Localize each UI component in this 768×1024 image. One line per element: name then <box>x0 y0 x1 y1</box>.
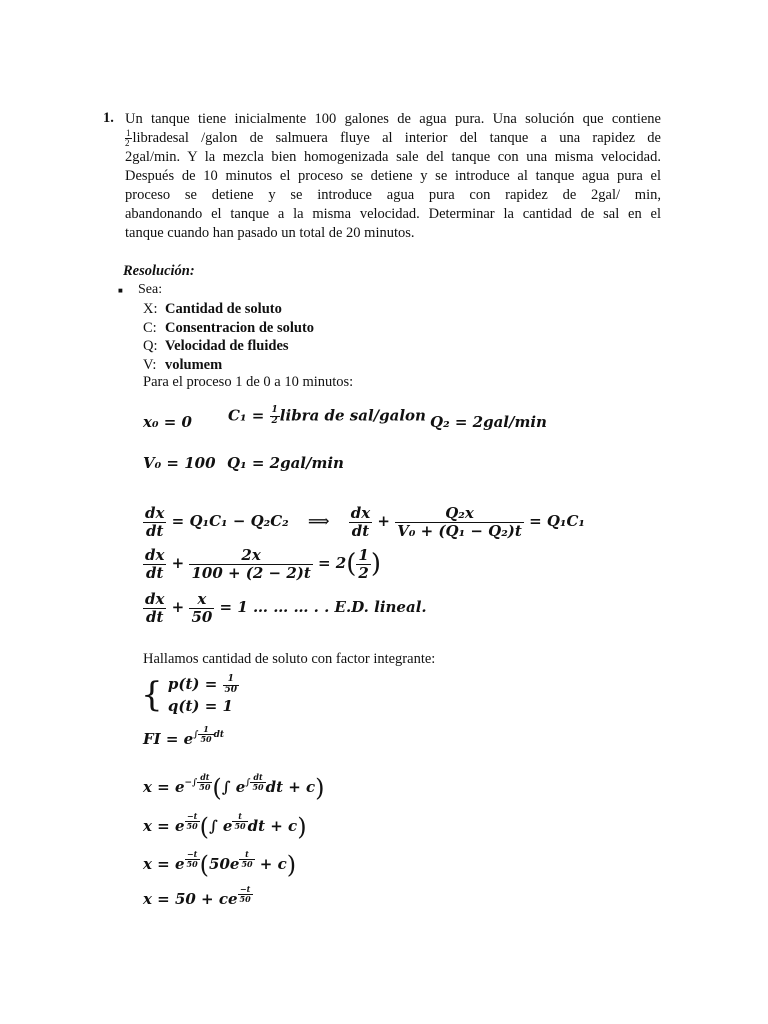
sea-label: Sea: <box>138 282 163 297</box>
balance-equation: $\frac{dx}{dt}$ = Q₁C₁ − Q₂C₂ ⟹ $\frac{dx}{dt}$ + $\frac{\text{Q₂x}}{\text{V₀ + (Q₁ − Q₂)t}}$ = Q₁C₁ <box>145 504 586 540</box>
q2-equation: Q₂ = 2gal/min <box>430 413 547 431</box>
solution-step-3: x = e $^{\frac{-t}{50}}$ (50e $^{\frac{t}{50}}$ + c) <box>143 849 297 879</box>
q1-equation: Q₁ = 2gal/min <box>227 454 344 472</box>
pq-system: { p(t) = $\frac{1}{50}$ q(t) = 1 <box>141 673 238 716</box>
substituted-equation: $\frac{dx}{dt}$ + $\frac{2x}{100 + (2 - 2)t}$ = 2( $\frac{1}{2}$ ) <box>145 546 381 582</box>
problem-line: tanque cuando han pasado un total de 20 minutos. <box>125 225 415 242</box>
factor-integrante-intro: Hallamos cantidad de soluto con factor integrante: <box>143 651 436 667</box>
problem-line: proceso se detiene y se introduce agua pura con rapidez de 2gal/ min, <box>125 187 661 204</box>
problem-line: Un tanque tiene inicialmente 100 galones de agua pura. Una solución que contiene <box>125 111 661 127</box>
problem-number: 1. <box>103 110 114 126</box>
factor-integrante-equation: FI = $e^{\int \frac{1}{50} dt}$ <box>143 724 225 748</box>
problem-line: abandonando el tanque a la misma velocidad. Determinar la cantidad de sal en el <box>125 206 661 223</box>
process-title: Para el proceso 1 de 0 a 10 minutos: <box>143 374 354 390</box>
linear-ode-equation: $\frac{dx}{dt}$ + $\frac{x}{50}$ = 1 … … … . . E.D. lineal. <box>145 590 427 626</box>
resolucion-heading: Resolución: <box>123 263 195 279</box>
problem-line-with-fraction: $\frac{1}{2}$ libradesal /galon de salmuera fluye al interior del tanque a una rapidez de <box>125 128 661 149</box>
solution-step-2: x = e $^{\frac{-t}{50}}$ (∫ e $^{\frac{t}{50}}$ dt + c) <box>143 811 307 841</box>
c1-equation: C₁ = $\frac{1}{2}$ libra de sal/galon <box>228 405 426 426</box>
solution-step-1: $x = e^{-\int \frac{dt}{50}}$ (∫ $e^{\int \frac{dt}{50}}$ dt + c) <box>143 772 325 802</box>
definition-row: X: Cantidad de soluto <box>143 301 282 317</box>
bullet-square-icon: ■ <box>118 286 123 295</box>
definition-row: Q: Velocidad de fluides <box>143 338 289 354</box>
definition-row: V: volumem <box>143 356 223 373</box>
problem-line: 2gal/min. Y la mezcla bien homogenizada sale del tanque con una misma velocidad. <box>125 149 661 166</box>
problem-line: Después de 10 minutos el proceso se detiene y se introduce al tanque agua pura el <box>125 168 661 185</box>
x0-equation: x₀ = 0 <box>143 413 192 431</box>
solution-step-4: x = 50 + ce $^{\frac{-t}{50}}$ <box>143 884 251 908</box>
definitions-list <box>143 300 314 374</box>
v0-equation: V₀ = 100 <box>143 454 216 472</box>
problem-statement <box>105 110 661 243</box>
definition-row: C: Consentracion de soluto <box>143 319 315 336</box>
problem-text <box>125 110 661 243</box>
half-fraction: $\frac{1}{2}$ <box>125 128 131 149</box>
